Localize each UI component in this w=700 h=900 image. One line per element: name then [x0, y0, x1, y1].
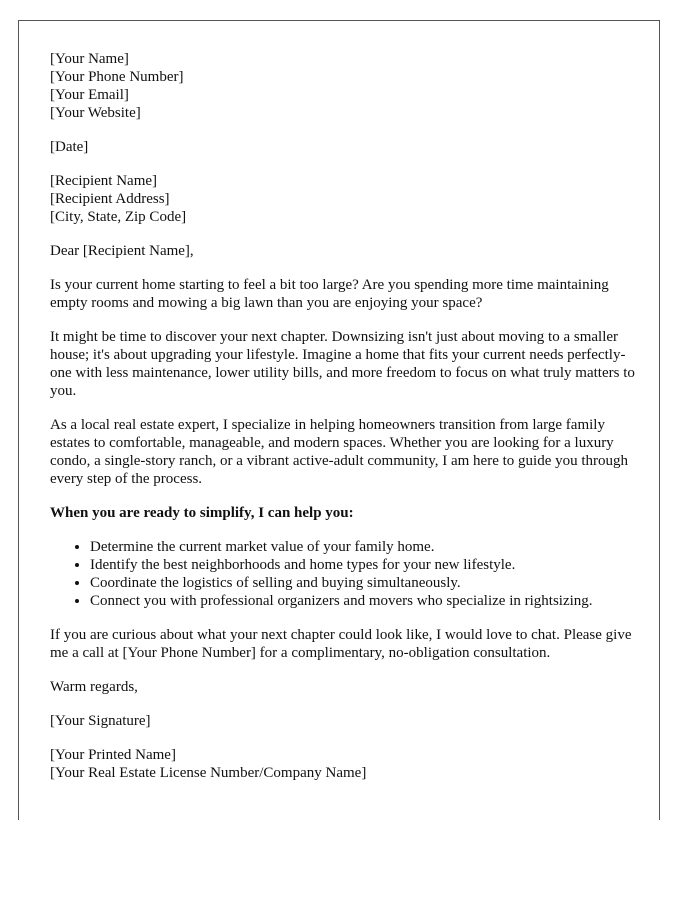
- list-item: • Connect you with professional organizers and movers who specialize in rightsizing.: [90, 592, 640, 610]
- sender-phone: [Your Phone Number]: [50, 69, 184, 85]
- recipient-address: [Recipient Address]: [50, 191, 170, 207]
- body-paragraph: It might be time to discover your next chapter. Downsizing isn't just about moving to a smaller house; it's about upgrading your lifestyle. Imagine a home that fits your current needs perfectly-one with less maintenance, lower utility bills, and more freedom to focus on what truly matters to you.: [50, 329, 635, 399]
- letter-date: [Date]: [50, 139, 89, 155]
- list-item: • Determine the current market value of your family home.: [90, 538, 640, 556]
- body-paragraph: Is your current home starting to feel a bit too large? Are you spending more time maintaining empty rooms and mowing a big lawn than you are enjoying your space?: [50, 277, 609, 311]
- license-company: [Your Real Estate License Number/Company Name]: [50, 765, 367, 781]
- date-block: [50, 138, 640, 156]
- help-list: [50, 538, 640, 610]
- sign-off: Warm regards,: [50, 679, 138, 695]
- list-item: • Identify the best neighborhoods and home types for your new lifestyle.: [90, 556, 640, 574]
- signature: [Your Signature]: [50, 713, 151, 729]
- list-item: • Coordinate the logistics of selling and buying simultaneously.: [90, 574, 640, 592]
- letter-body: [50, 50, 640, 798]
- recipient-name: [Recipient Name]: [50, 173, 158, 189]
- help-heading: When you are ready to simplify, I can help you:: [50, 505, 354, 521]
- recipient-city-state-zip: [City, State, Zip Code]: [50, 209, 187, 225]
- sender-email: [Your Email]: [50, 87, 129, 103]
- body-paragraph: As a local real estate expert, I specialize in helping homeowners transition from large family estates to comfortable, manageable, and modern spaces. Whether you are looking for a luxury condo, a single-story ranch, or a vibrant active-adult community, I am here to guide you through every step of the process.: [50, 417, 629, 487]
- closing-paragraph: If you are curious about what your next chapter could look like, I would love to chat. Please give me a call at [Your Phone Number] for a complimentary, no-obligation consultation.: [50, 627, 632, 661]
- sender-block: [50, 50, 640, 122]
- signer-block: [50, 746, 640, 782]
- sender-website: [Your Website]: [50, 105, 141, 121]
- letter-page: [18, 20, 660, 820]
- recipient-block: [50, 172, 640, 226]
- salutation: Dear [Recipient Name],: [50, 243, 194, 259]
- printed-name: [Your Printed Name]: [50, 747, 176, 763]
- sender-name: [Your Name]: [50, 51, 129, 67]
